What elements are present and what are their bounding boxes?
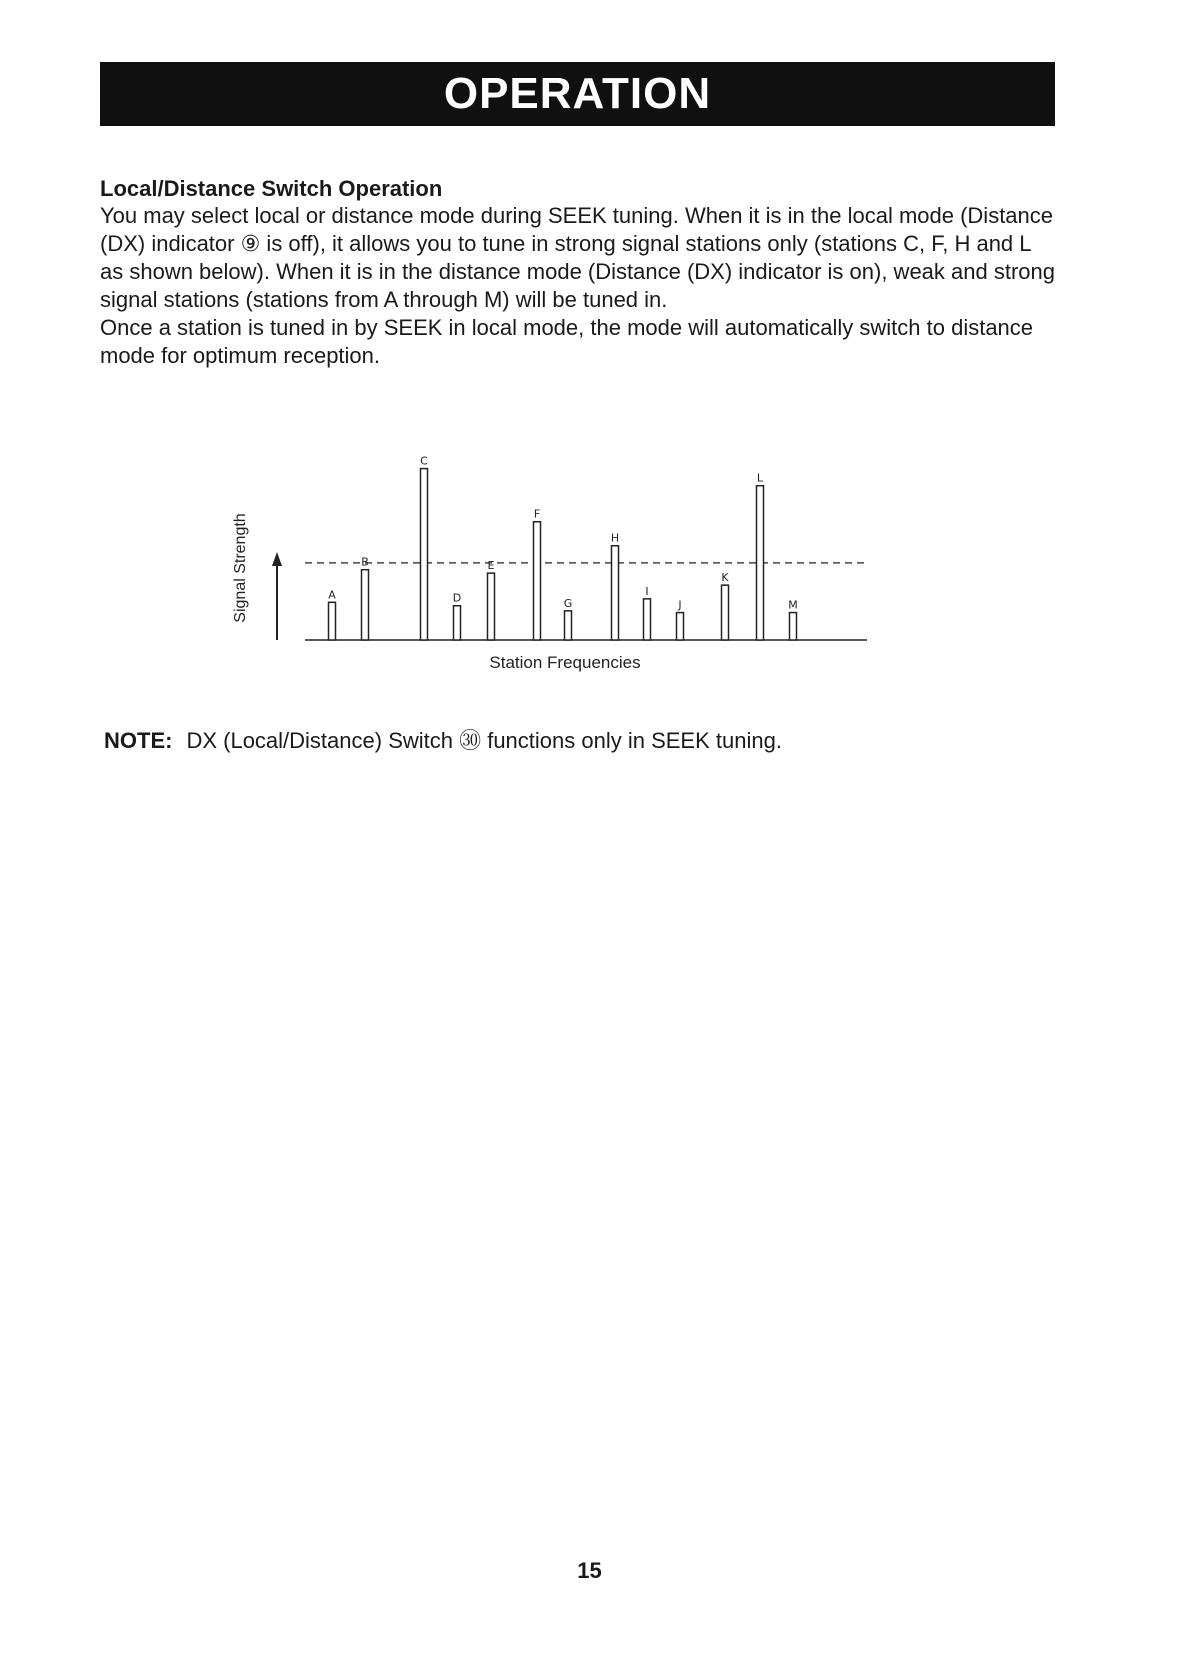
- note-label: NOTE:: [104, 728, 173, 753]
- bar-label-i: I: [645, 584, 649, 598]
- bar-label-g: G: [563, 596, 573, 610]
- bar-label-a: A: [328, 588, 336, 602]
- body-paragraph: Once a station is tuned in by SEEK in local mode, the mode will automatically switch to distance mode for optimum reception.: [100, 315, 1034, 368]
- chart-canvas: [225, 440, 885, 680]
- bar-m: [790, 613, 797, 640]
- bar-label-f: F: [533, 507, 541, 521]
- bar-a: [329, 602, 336, 640]
- header-banner: [100, 62, 1055, 126]
- y-axis-arrow-head: [272, 552, 282, 566]
- x-axis-label: Station Frequencies: [489, 653, 641, 672]
- note: [104, 724, 782, 755]
- bar-label-e: E: [487, 559, 495, 573]
- bar-l: [757, 486, 764, 640]
- bar-label-b: B: [361, 555, 369, 569]
- bar-h: [612, 546, 619, 640]
- bar-i: [644, 599, 651, 640]
- section-heading: Local/Distance Switch Operation: [100, 176, 443, 201]
- bar-label-l: L: [756, 471, 764, 485]
- section-body: [100, 202, 1060, 370]
- bar-label-m: M: [788, 598, 798, 612]
- bar-k: [722, 585, 729, 640]
- body-paragraph: You may select local or distance mode during SEEK tuning. When it is in the local mode (Distance (DX) indicator ⑨ is off), it allows you to tune in strong signal stations only (stations C, F, H and L as shown below). When it is in the distance mode (Distance (DX) indicator is on), weak and strong signal stations (stations from A through M) will be tuned in.: [100, 203, 1055, 312]
- bar-e: [488, 573, 495, 640]
- bar-j: [677, 613, 684, 640]
- bar-label-j: J: [678, 598, 682, 612]
- y-axis-label: Signal Strength: [232, 513, 249, 623]
- signal-strength-chart: [225, 440, 885, 680]
- bar-b: [362, 570, 369, 640]
- page-title: OPERATION: [443, 69, 712, 118]
- bar-label-d: D: [452, 591, 462, 605]
- bar-c: [421, 469, 428, 640]
- bar-d: [454, 606, 461, 640]
- bar-label-c: C: [420, 454, 428, 468]
- bar-label-k: K: [721, 571, 729, 585]
- note-text: DX (Local/Distance) Switch ㉚ functions only in SEEK tuning.: [186, 728, 782, 753]
- page-number: 15: [577, 1558, 602, 1583]
- bar-f: [534, 522, 541, 640]
- bar-g: [565, 611, 572, 640]
- bar-label-h: H: [610, 531, 620, 545]
